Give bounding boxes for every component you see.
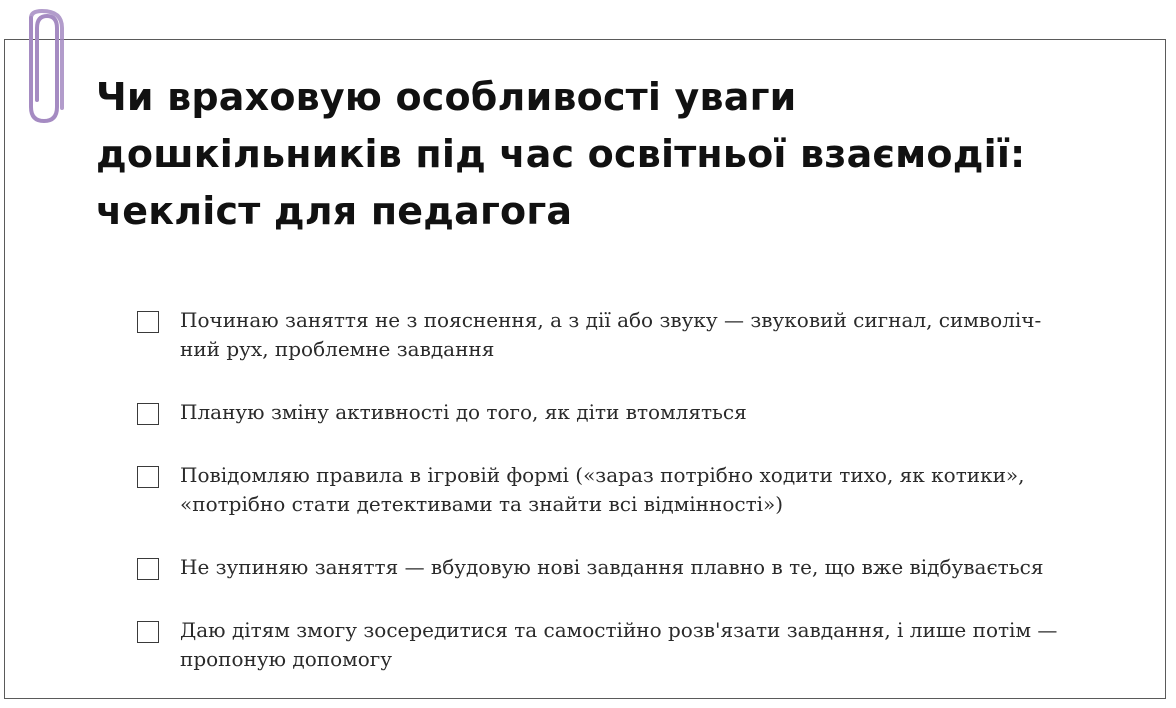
checklist-item-line: Планую зміну активності до того, як діти втомляться	[180, 400, 747, 424]
checklist-item-line: ний рух, проблемне завдання	[180, 337, 495, 361]
checklist-item-line: Не зупиняю заняття — вбудовую нові завдання плавно в те, що вже відбувається	[180, 555, 1044, 579]
checklist-item-text	[180, 461, 1142, 519]
checklist-item	[137, 306, 1142, 364]
checklist-item-text	[180, 398, 1142, 427]
checklist-item-text	[180, 616, 1142, 674]
page-title	[96, 69, 1096, 240]
checklist-item-text	[180, 306, 1142, 364]
title-line-2: дошкільників під час освітньої взаємодії:	[96, 132, 1026, 176]
checkbox-icon[interactable]	[137, 311, 159, 333]
title-line-1: Чи враховую особливості уваги	[96, 75, 797, 119]
checklist-item-line: Повідомляю правила в ігровій формі («зараз потрібно ходити тихо, як котики»,	[180, 463, 1025, 487]
checkbox-icon[interactable]	[137, 403, 159, 425]
checklist	[137, 306, 1142, 708]
checklist-item-text	[180, 553, 1142, 582]
checkbox-icon[interactable]	[137, 621, 159, 643]
checklist-item-line: Даю дітям змогу зосередитися та самостійно розв'язати завдання, і лише потім —	[180, 618, 1058, 642]
checklist-item	[137, 553, 1142, 582]
checklist-item-line: пропоную допомогу	[180, 647, 392, 671]
checkbox-icon[interactable]	[137, 558, 159, 580]
checklist-item	[137, 461, 1142, 519]
checklist-item-line: «потрібно стати детективами та знайти всі відмінності»)	[180, 492, 784, 516]
checkbox-icon[interactable]	[137, 466, 159, 488]
title-line-3: чекліст для педагога	[96, 189, 573, 233]
checklist-item	[137, 398, 1142, 427]
checklist-item	[137, 616, 1142, 674]
paperclip-icon	[18, 8, 72, 126]
checklist-item-line: Починаю заняття не з пояснення, а з дії або звуку — звуковий сигнал, символіч-	[180, 308, 1042, 332]
